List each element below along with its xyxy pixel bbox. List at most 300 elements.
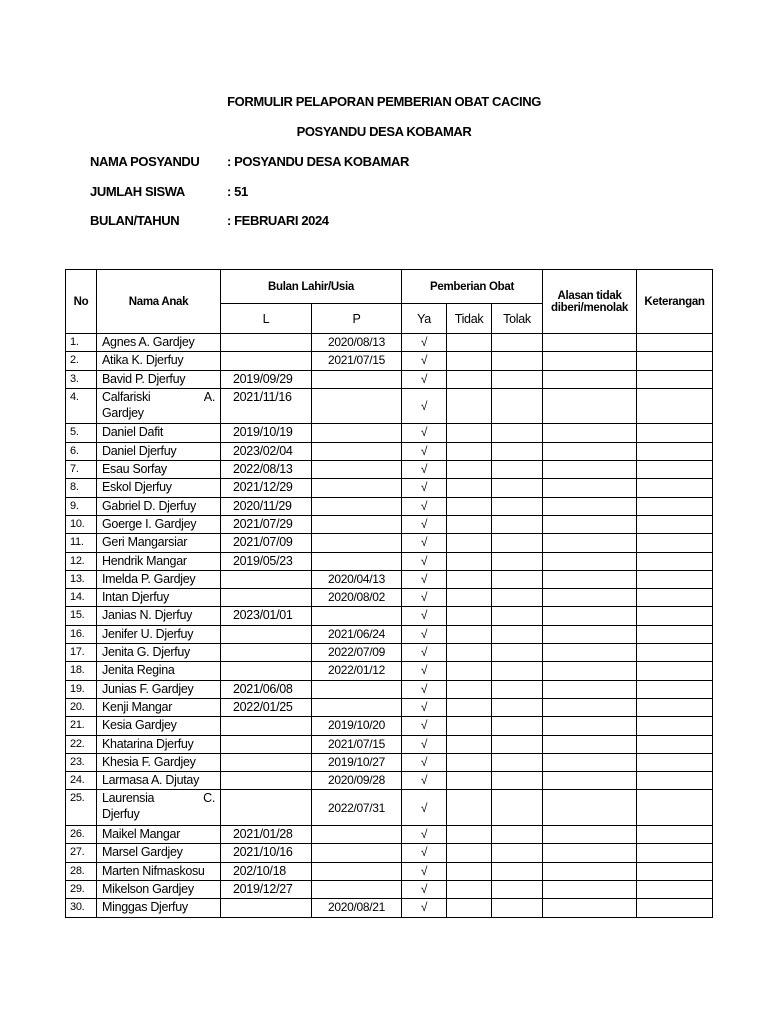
given-ya-check: √ — [402, 753, 447, 771]
table-row — [66, 570, 713, 588]
given-tolak — [492, 790, 543, 826]
reason-cell — [543, 461, 637, 479]
given-tidak — [447, 717, 492, 735]
birth-date-p — [312, 880, 402, 898]
given-ya-check: √ — [402, 844, 447, 862]
given-ya-check: √ — [402, 644, 447, 662]
row-number: 12. — [66, 552, 97, 570]
given-tidak — [447, 862, 492, 880]
notes-cell — [637, 388, 713, 424]
child-name-line — [102, 790, 215, 806]
child-name: Khesia F. Gardjey — [97, 753, 221, 771]
table-row — [66, 625, 713, 643]
table-row — [66, 772, 713, 790]
birth-date-p: 2020/04/13 — [312, 570, 402, 588]
birth-date-p — [312, 862, 402, 880]
child-name: Eskol Djerfuy — [97, 479, 221, 497]
header-no: No — [66, 270, 97, 334]
reason-cell — [543, 534, 637, 552]
given-tolak — [492, 717, 543, 735]
given-tidak — [447, 461, 492, 479]
row-number: 10. — [66, 515, 97, 533]
birth-date-p — [312, 442, 402, 460]
reason-cell — [543, 698, 637, 716]
row-number: 25. — [66, 790, 97, 826]
reason-cell — [543, 589, 637, 607]
birth-date-p — [312, 479, 402, 497]
info-value: : FEBRUARI 2024 — [227, 213, 329, 228]
row-number: 23. — [66, 753, 97, 771]
table-row — [66, 461, 713, 479]
notes-cell — [637, 424, 713, 442]
table-row — [66, 644, 713, 662]
header-pemberian-obat: Pemberian Obat — [402, 270, 543, 304]
birth-date-l: 2021/07/29 — [221, 515, 312, 533]
given-tidak — [447, 479, 492, 497]
given-tolak — [492, 844, 543, 862]
birth-date-p: 2020/08/02 — [312, 589, 402, 607]
given-tolak — [492, 772, 543, 790]
notes-cell — [637, 717, 713, 735]
row-number: 8. — [66, 479, 97, 497]
row-number: 11. — [66, 534, 97, 552]
birth-date-l: 2022/01/25 — [221, 698, 312, 716]
child-name-last: Djerfuy — [102, 807, 140, 822]
birth-date-l — [221, 735, 312, 753]
given-ya-check: √ — [402, 534, 447, 552]
given-tolak — [492, 880, 543, 898]
birth-date-p — [312, 515, 402, 533]
row-number: 29. — [66, 880, 97, 898]
row-number: 21. — [66, 717, 97, 735]
given-tolak — [492, 424, 543, 442]
birth-date-l: 2021/06/08 — [221, 680, 312, 698]
birth-date-l — [221, 790, 312, 826]
reason-cell — [543, 515, 637, 533]
child-name — [97, 388, 221, 424]
given-tidak — [447, 662, 492, 680]
notes-cell — [637, 479, 713, 497]
given-tolak — [492, 680, 543, 698]
given-tidak — [447, 334, 492, 352]
child-name: Atika K. Djerfuy — [97, 352, 221, 370]
reason-cell — [543, 717, 637, 735]
given-tolak — [492, 334, 543, 352]
table-row — [66, 370, 713, 388]
row-number: 18. — [66, 662, 97, 680]
reason-cell — [543, 880, 637, 898]
table-row — [66, 388, 713, 424]
child-name: Daniel Djerfuy — [97, 442, 221, 460]
child-name: Imelda P. Gardjey — [97, 570, 221, 588]
notes-cell — [637, 862, 713, 880]
row-number: 2. — [66, 352, 97, 370]
given-ya-check: √ — [402, 607, 447, 625]
given-tidak — [447, 534, 492, 552]
row-number: 22. — [66, 735, 97, 753]
birth-date-p: 2021/07/15 — [312, 352, 402, 370]
given-tolak — [492, 753, 543, 771]
notes-cell — [637, 899, 713, 917]
header-ya: Ya — [402, 304, 447, 334]
row-number: 4. — [66, 388, 97, 424]
given-tidak — [447, 844, 492, 862]
reason-cell — [543, 625, 637, 643]
notes-cell — [637, 497, 713, 515]
table-row — [66, 698, 713, 716]
table-row — [66, 662, 713, 680]
info-label: JUMLAH SISWA — [90, 184, 185, 199]
child-name: Gabriel D. Djerfuy — [97, 497, 221, 515]
row-number: 17. — [66, 644, 97, 662]
reason-cell — [543, 899, 637, 917]
given-tolak — [492, 570, 543, 588]
birth-date-p — [312, 607, 402, 625]
info-label: NAMA POSYANDU — [90, 154, 200, 169]
table-row — [66, 534, 713, 552]
table-body — [66, 334, 713, 918]
notes-cell — [637, 442, 713, 460]
info-value: : POSYANDU DESA KOBAMAR — [227, 154, 409, 169]
given-tidak — [447, 753, 492, 771]
given-tidak — [447, 388, 492, 424]
birth-date-p: 2022/01/12 — [312, 662, 402, 680]
report-table — [65, 269, 713, 918]
notes-cell — [637, 370, 713, 388]
given-tolak — [492, 479, 543, 497]
child-name: Daniel Dafit — [97, 424, 221, 442]
notes-cell — [637, 662, 713, 680]
info-label: BULAN/TAHUN — [90, 213, 180, 228]
given-tidak — [447, 899, 492, 917]
birth-date-p: 2021/07/15 — [312, 735, 402, 753]
child-name: Geri Mangarsiar — [97, 534, 221, 552]
given-tidak — [447, 698, 492, 716]
table-row — [66, 717, 713, 735]
row-number: 28. — [66, 862, 97, 880]
child-name: Larmasa A. Djutay — [97, 772, 221, 790]
row-number: 26. — [66, 826, 97, 844]
reason-cell — [543, 826, 637, 844]
row-number: 27. — [66, 844, 97, 862]
birth-date-p — [312, 826, 402, 844]
notes-cell — [637, 844, 713, 862]
birth-date-l: 2021/01/28 — [221, 826, 312, 844]
notes-cell — [637, 790, 713, 826]
given-tolak — [492, 388, 543, 424]
notes-cell — [637, 352, 713, 370]
birth-date-l: 2019/09/29 — [221, 370, 312, 388]
given-tolak — [492, 662, 543, 680]
birth-date-l — [221, 352, 312, 370]
given-tolak — [492, 899, 543, 917]
table-row — [66, 680, 713, 698]
info-nama-posyandu — [90, 154, 409, 169]
given-tolak — [492, 862, 543, 880]
birth-date-p — [312, 552, 402, 570]
given-tidak — [447, 515, 492, 533]
given-tolak — [492, 534, 543, 552]
given-ya-check: √ — [402, 515, 447, 533]
reason-cell — [543, 680, 637, 698]
notes-cell — [637, 607, 713, 625]
birth-date-p — [312, 497, 402, 515]
given-tidak — [447, 352, 492, 370]
row-number: 15. — [66, 607, 97, 625]
child-name: Intan Djerfuy — [97, 589, 221, 607]
notes-cell — [637, 735, 713, 753]
table-row — [66, 826, 713, 844]
header-nama-anak: Nama Anak — [97, 270, 221, 334]
birth-date-l: 2020/11/29 — [221, 497, 312, 515]
child-name: Jenifer U. Djerfuy — [97, 625, 221, 643]
birth-date-l: 202/10/18 — [221, 862, 312, 880]
given-ya-check: √ — [402, 589, 447, 607]
given-tidak — [447, 442, 492, 460]
child-name: Jenita Regina — [97, 662, 221, 680]
given-ya-check: √ — [402, 424, 447, 442]
table-row — [66, 334, 713, 352]
given-ya-check: √ — [402, 334, 447, 352]
table-row — [66, 424, 713, 442]
child-name-last: Gardjey — [102, 405, 144, 420]
birth-date-l: 2021/11/16 — [221, 388, 312, 424]
child-name: Marsel Gardjey — [97, 844, 221, 862]
given-ya-check: √ — [402, 698, 447, 716]
birth-date-l: 2019/12/27 — [221, 880, 312, 898]
table-row — [66, 735, 713, 753]
table-row — [66, 862, 713, 880]
birth-date-p: 2020/08/13 — [312, 334, 402, 352]
given-tolak — [492, 552, 543, 570]
row-number: 7. — [66, 461, 97, 479]
birth-date-l: 2023/02/04 — [221, 442, 312, 460]
birth-date-l — [221, 753, 312, 771]
row-number: 13. — [66, 570, 97, 588]
birth-date-l: 2019/10/19 — [221, 424, 312, 442]
reason-cell — [543, 424, 637, 442]
reason-cell — [543, 388, 637, 424]
table-row — [66, 552, 713, 570]
birth-date-l: 2021/10/16 — [221, 844, 312, 862]
reason-cell — [543, 570, 637, 588]
notes-cell — [637, 698, 713, 716]
given-ya-check: √ — [402, 352, 447, 370]
reason-cell — [543, 370, 637, 388]
given-tidak — [447, 370, 492, 388]
child-name: Junias F. Gardjey — [97, 680, 221, 698]
birth-date-p: 2021/06/24 — [312, 625, 402, 643]
given-tidak — [447, 424, 492, 442]
reason-cell — [543, 442, 637, 460]
notes-cell — [637, 461, 713, 479]
table-row — [66, 589, 713, 607]
header-l: L — [221, 304, 312, 334]
notes-cell — [637, 753, 713, 771]
given-ya-check: √ — [402, 862, 447, 880]
notes-cell — [637, 334, 713, 352]
child-name: Kesia Gardjey — [97, 717, 221, 735]
birth-date-l: 2023/01/01 — [221, 607, 312, 625]
given-ya-check: √ — [402, 442, 447, 460]
reason-cell — [543, 497, 637, 515]
child-name: Maikel Mangar — [97, 826, 221, 844]
given-tolak — [492, 607, 543, 625]
table-row — [66, 880, 713, 898]
given-ya-check: √ — [402, 735, 447, 753]
birth-date-p: 2019/10/20 — [312, 717, 402, 735]
birth-date-p — [312, 388, 402, 424]
given-ya-check: √ — [402, 899, 447, 917]
reason-cell — [543, 352, 637, 370]
birth-date-p — [312, 698, 402, 716]
given-tidak — [447, 607, 492, 625]
row-number: 1. — [66, 334, 97, 352]
row-number: 6. — [66, 442, 97, 460]
birth-date-l: 2022/08/13 — [221, 461, 312, 479]
row-number: 24. — [66, 772, 97, 790]
form-title: FORMULIR PELAPORAN PEMBERIAN OBAT CACING — [227, 94, 541, 109]
reason-cell — [543, 790, 637, 826]
child-name-initial: A. — [203, 389, 215, 404]
child-name: Kenji Mangar — [97, 698, 221, 716]
given-ya-check: √ — [402, 790, 447, 826]
given-ya-check: √ — [402, 552, 447, 570]
notes-cell — [637, 826, 713, 844]
reason-cell — [543, 607, 637, 625]
reason-cell — [543, 644, 637, 662]
row-number: 16. — [66, 625, 97, 643]
header-p: P — [312, 304, 402, 334]
given-ya-check: √ — [402, 625, 447, 643]
notes-cell — [637, 644, 713, 662]
notes-cell — [637, 534, 713, 552]
info-jumlah-siswa — [90, 184, 248, 199]
birth-date-p: 2022/07/31 — [312, 790, 402, 826]
given-ya-check: √ — [402, 662, 447, 680]
table-row — [66, 479, 713, 497]
birth-date-p — [312, 424, 402, 442]
notes-cell — [637, 772, 713, 790]
row-number: 20. — [66, 698, 97, 716]
given-ya-check: √ — [402, 370, 447, 388]
given-tidak — [447, 497, 492, 515]
birth-date-p: 2019/10/27 — [312, 753, 402, 771]
birth-date-l — [221, 772, 312, 790]
given-tolak — [492, 370, 543, 388]
row-number: 5. — [66, 424, 97, 442]
birth-date-l — [221, 570, 312, 588]
given-tidak — [447, 570, 492, 588]
birth-date-p — [312, 680, 402, 698]
birth-date-l: 2021/12/29 — [221, 479, 312, 497]
given-tidak — [447, 552, 492, 570]
given-ya-check: √ — [402, 388, 447, 424]
given-tidak — [447, 589, 492, 607]
notes-cell — [637, 880, 713, 898]
header-tidak: Tidak — [447, 304, 492, 334]
child-name-initial: C. — [203, 791, 215, 806]
given-tolak — [492, 442, 543, 460]
given-ya-check: √ — [402, 772, 447, 790]
birth-date-l: 2019/05/23 — [221, 552, 312, 570]
child-name: Janias N. Djerfuy — [97, 607, 221, 625]
header-alasan: Alasan tidak diberi/menolak — [543, 270, 637, 334]
given-tolak — [492, 497, 543, 515]
given-tolak — [492, 644, 543, 662]
reason-cell — [543, 735, 637, 753]
table-row — [66, 442, 713, 460]
reason-cell — [543, 552, 637, 570]
birth-date-p: 2020/09/28 — [312, 772, 402, 790]
child-name: Esau Sorfay — [97, 461, 221, 479]
reason-cell — [543, 479, 637, 497]
given-tidak — [447, 880, 492, 898]
given-ya-check: √ — [402, 570, 447, 588]
table-row — [66, 753, 713, 771]
table-row — [66, 899, 713, 917]
given-ya-check: √ — [402, 717, 447, 735]
form-subtitle: POSYANDU DESA KOBAMAR — [296, 124, 472, 139]
birth-date-p — [312, 844, 402, 862]
birth-date-l — [221, 662, 312, 680]
birth-date-l — [221, 717, 312, 735]
child-name — [97, 790, 221, 826]
child-name: Hendrik Mangar — [97, 552, 221, 570]
header-bulan-lahir: Bulan Lahir/Usia — [221, 270, 402, 304]
reason-cell — [543, 753, 637, 771]
given-ya-check: √ — [402, 461, 447, 479]
given-tidak — [447, 772, 492, 790]
table-row — [66, 352, 713, 370]
reason-cell — [543, 334, 637, 352]
birth-date-l — [221, 589, 312, 607]
birth-date-l — [221, 334, 312, 352]
header-tolak: Tolak — [492, 304, 543, 334]
info-value: : 51 — [227, 184, 248, 199]
given-tolak — [492, 625, 543, 643]
child-name-first: Laurensia — [102, 791, 155, 806]
table-row — [66, 844, 713, 862]
row-number: 9. — [66, 497, 97, 515]
row-number: 30. — [66, 899, 97, 917]
table-row — [66, 607, 713, 625]
given-tolak — [492, 698, 543, 716]
info-bulan-tahun — [90, 213, 329, 228]
birth-date-p: 2022/07/09 — [312, 644, 402, 662]
given-tidak — [447, 625, 492, 643]
given-tolak — [492, 735, 543, 753]
header-keterangan: Keterangan — [637, 270, 713, 334]
given-tolak — [492, 589, 543, 607]
child-name: Agnes A. Gardjey — [97, 334, 221, 352]
child-name: Goerge I. Gardjey — [97, 515, 221, 533]
given-ya-check: √ — [402, 880, 447, 898]
row-number: 14. — [66, 589, 97, 607]
row-number: 3. — [66, 370, 97, 388]
child-name: Jenita G. Djerfuy — [97, 644, 221, 662]
given-tidak — [447, 790, 492, 826]
given-ya-check: √ — [402, 497, 447, 515]
child-name: Mikelson Gardjey — [97, 880, 221, 898]
given-tolak — [492, 352, 543, 370]
reason-cell — [543, 662, 637, 680]
birth-date-l: 2021/07/09 — [221, 534, 312, 552]
birth-date-l — [221, 644, 312, 662]
given-tidak — [447, 680, 492, 698]
given-ya-check: √ — [402, 479, 447, 497]
birth-date-p — [312, 370, 402, 388]
